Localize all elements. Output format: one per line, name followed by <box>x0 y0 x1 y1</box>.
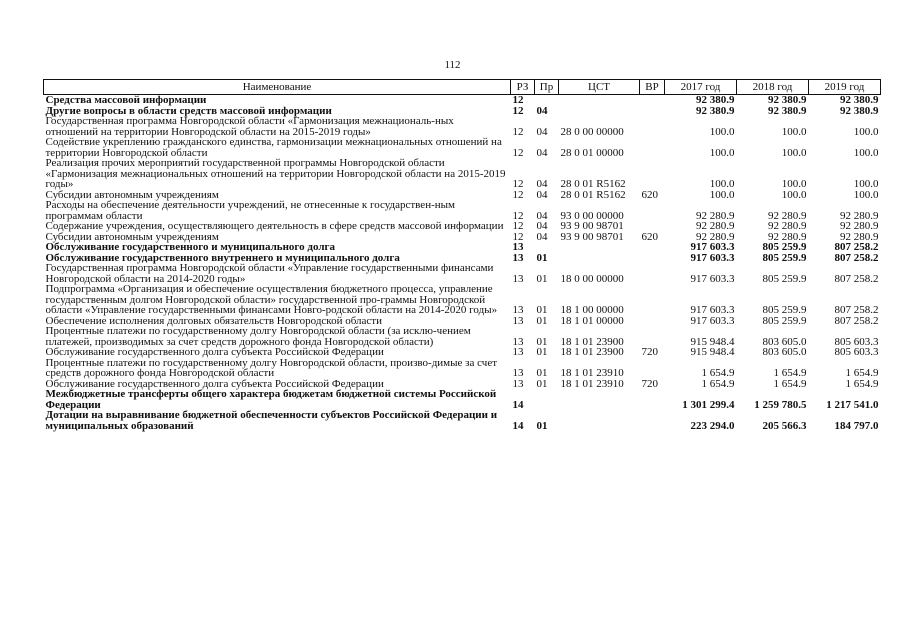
row-value-2017: 917 603.3 <box>690 272 735 285</box>
header-2019: 2019 год <box>809 80 881 95</box>
row-value-2017: 917 603.3 <box>690 251 735 264</box>
table-row <box>44 242 881 253</box>
row-pr: 04 <box>536 104 548 117</box>
row-cst <box>559 242 640 253</box>
row-name: Расходы на обеспечение деятельности учреждений, не отнесенные к государствен-ным программам области <box>45 199 455 222</box>
row-cst <box>559 95 640 106</box>
row-vr <box>640 410 665 431</box>
row-value-2019: 92 280.9 <box>840 209 879 222</box>
row-value-2018: 1 259 780.5 <box>754 398 807 411</box>
row-rz: 12 <box>512 178 524 190</box>
header-rz: РЗ <box>511 80 535 95</box>
row-vr <box>640 389 665 410</box>
row-vr <box>640 116 665 137</box>
row-rz: 12 <box>512 188 524 201</box>
row-cst: 28 0 00 00000 <box>560 125 624 138</box>
row-value-2017: 100.0 <box>709 178 735 190</box>
row-value-2019: 100.0 <box>853 188 879 201</box>
row-cst <box>559 410 640 431</box>
row-pr: 04 <box>536 220 548 232</box>
row-name: Процентные платежи по государственному долгу Новгородской области (за исклю-чением платежей, производимых за счет средств дорожного фонда Новгородской области) <box>45 325 471 348</box>
row-pr: 04 <box>536 146 548 159</box>
row-pr: 04 <box>536 230 548 243</box>
header-vr: ВР <box>640 80 665 95</box>
row-rz: 13 <box>512 346 524 358</box>
row-value-2019: 100.0 <box>853 125 879 138</box>
row-cst <box>559 106 640 117</box>
row-vr <box>640 253 665 264</box>
row-value-2018: 92 280.9 <box>768 209 807 222</box>
row-cst: 18 0 00 00000 <box>560 272 624 285</box>
row-value-2018: 803 605.0 <box>762 346 807 358</box>
row-value-2017: 92 280.9 <box>696 220 735 232</box>
row-value-2019: 92 280.9 <box>840 230 879 243</box>
row-cst: 18 1 01 00000 <box>560 314 624 327</box>
row-pr <box>535 95 559 106</box>
row-vr: 620 <box>641 188 658 201</box>
row-rz: 14 <box>512 398 524 411</box>
row-value-2017: 92 280.9 <box>696 209 735 222</box>
row-value-2019: 92 380.9 <box>840 94 879 106</box>
page-number: 112 <box>444 59 461 71</box>
row-value-2019: 100.0 <box>853 146 879 159</box>
table-row <box>44 347 881 358</box>
row-cst: 18 1 01 23900 <box>560 346 624 358</box>
row-rz: 13 <box>512 304 524 316</box>
row-pr: 01 <box>536 251 548 264</box>
table-row <box>44 263 881 284</box>
row-rz: 13 <box>512 314 524 327</box>
row-name: Процентные платежи по государственному долгу Новгородской области, произво-димые за счет средств дорожного фонда Новгородской области <box>45 356 498 379</box>
table-row <box>44 410 881 431</box>
row-value-2017: 92 380.9 <box>696 104 735 117</box>
row-vr <box>640 316 665 327</box>
row-value-2017: 917 603.3 <box>690 241 735 253</box>
row-name: Обслуживание государственного внутреннего и муниципального долга <box>45 251 400 264</box>
row-cst: 18 1 01 23900 <box>560 335 624 348</box>
row-value-2018: 1 654.9 <box>773 367 807 379</box>
row-pr <box>535 389 559 410</box>
row-value-2017: 92 380.9 <box>696 94 735 106</box>
row-value-2017: 915 948.4 <box>690 346 735 358</box>
row-rz: 13 <box>512 272 524 285</box>
row-rz: 12 <box>512 230 524 243</box>
row-value-2019: 805 603.3 <box>834 335 879 348</box>
row-cst: 28 0 01 00000 <box>560 146 624 159</box>
row-name: Субсидии автономным учреждениям <box>45 230 219 243</box>
row-pr: 01 <box>536 346 548 358</box>
row-cst: 18 1 01 23910 <box>560 367 624 379</box>
row-name: Обслуживание государственного долга субъекта Российской Федерации <box>45 346 384 358</box>
header-cst: ЦСТ <box>559 80 640 95</box>
row-value-2019: 807 258.2 <box>834 272 879 285</box>
row-value-2017: 100.0 <box>709 146 735 159</box>
row-value-2017: 1 301 299.4 <box>682 398 735 411</box>
table-row <box>44 358 881 379</box>
table-row <box>44 221 881 232</box>
row-name: Подпрограмма «Организация и обеспечение осуществления бюджетного процесса, управление государственным долгом Новгородской области» государственной про-граммы Новгородской области «Управление государственными финансами Новго-родской области на 2014-2020 годы» <box>45 283 498 316</box>
row-name: Другие вопросы в области средств массовой информации <box>45 104 332 117</box>
budget-table <box>43 79 881 431</box>
row-value-2018: 1 654.9 <box>773 377 807 390</box>
row-value-2018: 805 259.9 <box>762 241 807 253</box>
table-row <box>44 158 881 190</box>
row-name: Содействие укреплению гражданского единства, гармонизации межнациональных отношений на территории Новгородской области <box>45 136 502 159</box>
row-value-2019: 807 258.2 <box>834 241 879 253</box>
row-value-2018: 205 566.3 <box>762 419 807 432</box>
row-name: Межбюджетные трансферты общего характера бюджетам бюджетной системы Российской Федерации <box>45 388 497 411</box>
row-name: Обслуживание государственного и муниципального долга <box>45 241 335 253</box>
row-pr: 01 <box>536 304 548 316</box>
row-value-2019: 92 280.9 <box>840 220 879 232</box>
header-name: Наименование <box>44 80 511 95</box>
row-vr <box>640 358 665 379</box>
row-cst: 28 0 01 R5162 <box>560 178 626 190</box>
row-name: Средства массовой информации <box>45 94 207 106</box>
row-value-2017: 100.0 <box>709 125 735 138</box>
row-value-2019: 1 654.9 <box>845 367 879 379</box>
table-row <box>44 389 881 410</box>
row-vr <box>640 326 665 347</box>
row-pr: 01 <box>536 335 548 348</box>
row-vr <box>640 106 665 117</box>
row-value-2019: 805 603.3 <box>834 346 879 358</box>
row-cst: 18 1 01 23910 <box>560 377 624 390</box>
row-cst: 93 0 00 00000 <box>560 209 624 222</box>
row-pr: 01 <box>536 367 548 379</box>
row-rz: 13 <box>512 335 524 348</box>
table-row <box>44 200 881 221</box>
row-value-2017: 1 654.9 <box>701 377 735 390</box>
row-value-2018: 805 259.9 <box>762 304 807 316</box>
row-vr <box>640 200 665 221</box>
row-value-2018: 100.0 <box>781 146 807 159</box>
row-rz: 12 <box>512 125 524 138</box>
row-name: Государственная программа Новгородской области «Управление государственными финансами Новгородской области на 2014-2020 годы» <box>45 262 494 285</box>
row-value-2017: 1 654.9 <box>701 367 735 379</box>
row-cst: 18 1 00 00000 <box>560 304 624 316</box>
row-rz: 12 <box>512 104 524 117</box>
row-vr <box>640 242 665 253</box>
row-value-2018: 100.0 <box>781 188 807 201</box>
row-name: Реализация прочих мероприятий государственной программы Новгородской области «Гармонизация межнациональных отношений на территории Новгородской области на 2015-2019 годы» <box>45 157 506 190</box>
row-cst <box>559 253 640 264</box>
row-value-2019: 100.0 <box>853 178 879 190</box>
row-vr <box>640 221 665 232</box>
row-vr: 720 <box>641 346 658 358</box>
row-vr <box>640 95 665 106</box>
row-value-2019: 807 258.2 <box>834 251 879 264</box>
row-pr: 04 <box>536 209 548 222</box>
row-value-2019: 807 258.2 <box>834 304 879 316</box>
row-pr <box>535 242 559 253</box>
header-pr: Пр <box>535 80 559 95</box>
row-rz: 14 <box>512 419 524 432</box>
table-row <box>44 326 881 347</box>
row-value-2017: 92 280.9 <box>696 230 735 243</box>
row-pr: 04 <box>536 125 548 138</box>
row-rz: 12 <box>512 209 524 222</box>
table-row <box>44 95 881 106</box>
row-value-2019: 807 258.2 <box>834 314 879 327</box>
row-value-2019: 1 217 541.0 <box>826 398 879 411</box>
row-value-2018: 100.0 <box>781 125 807 138</box>
row-cst: 28 0 01 R5162 <box>560 188 626 201</box>
row-name: Обеспечение исполнения долговых обязательств Новгородской области <box>45 314 382 327</box>
row-vr <box>640 158 665 190</box>
row-vr <box>640 284 665 316</box>
row-cst <box>559 389 640 410</box>
row-rz: 13 <box>512 251 524 264</box>
row-value-2017: 917 603.3 <box>690 304 735 316</box>
row-value-2018: 803 605.0 <box>762 335 807 348</box>
row-vr: 720 <box>641 377 658 390</box>
row-rz: 13 <box>512 241 524 253</box>
row-value-2018: 805 259.9 <box>762 314 807 327</box>
row-value-2018: 92 380.9 <box>768 104 807 117</box>
row-value-2017: 917 603.3 <box>690 314 735 327</box>
row-vr <box>640 263 665 284</box>
row-value-2018: 100.0 <box>781 178 807 190</box>
row-name: Субсидии автономным учреждениям <box>45 188 219 201</box>
row-value-2019: 1 654.9 <box>845 377 879 390</box>
row-pr: 04 <box>536 188 548 201</box>
row-pr: 01 <box>536 377 548 390</box>
row-rz: 12 <box>512 220 524 232</box>
row-name: Дотации на выравнивание бюджетной обеспеченности субъектов Российской Федерации и муниципальных образований <box>45 409 498 432</box>
row-cst: 93 9 00 98701 <box>560 220 624 232</box>
row-pr: 04 <box>536 178 548 190</box>
row-rz: 13 <box>512 367 524 379</box>
row-pr: 01 <box>536 314 548 327</box>
header-2017: 2017 год <box>665 80 737 95</box>
row-value-2018: 92 380.9 <box>768 94 807 106</box>
table-header-row <box>44 80 881 95</box>
row-value-2018: 92 280.9 <box>768 230 807 243</box>
row-rz: 13 <box>512 377 524 390</box>
row-rz: 12 <box>512 146 524 159</box>
row-name: Государственная программа Новгородской области «Гармонизация межнациональ-ных отношений на территории Новгородской области на 2015-2019 годы» <box>45 115 454 138</box>
row-value-2018: 805 259.9 <box>762 251 807 264</box>
row-cst: 93 9 00 98701 <box>560 230 624 243</box>
row-pr: 01 <box>536 419 548 432</box>
row-vr <box>640 137 665 158</box>
row-rz: 12 <box>512 94 524 106</box>
row-value-2017: 915 948.4 <box>690 335 735 348</box>
row-name: Содержание учреждения, осуществляющего деятельность в сфере средств массовой информации <box>45 220 504 232</box>
row-value-2017: 223 294.0 <box>690 419 735 432</box>
table-row <box>44 284 881 316</box>
row-value-2018: 92 280.9 <box>768 220 807 232</box>
table-row <box>44 137 881 158</box>
header-2018: 2018 год <box>737 80 809 95</box>
table-row <box>44 116 881 137</box>
row-value-2019: 92 380.9 <box>840 104 879 117</box>
row-pr: 01 <box>536 272 548 285</box>
row-value-2017: 100.0 <box>709 188 735 201</box>
row-name: Обслуживание государственного долга субъекта Российской Федерации <box>45 377 384 390</box>
row-value-2019: 184 797.0 <box>834 419 879 432</box>
row-vr: 620 <box>641 230 658 243</box>
row-value-2018: 805 259.9 <box>762 272 807 285</box>
